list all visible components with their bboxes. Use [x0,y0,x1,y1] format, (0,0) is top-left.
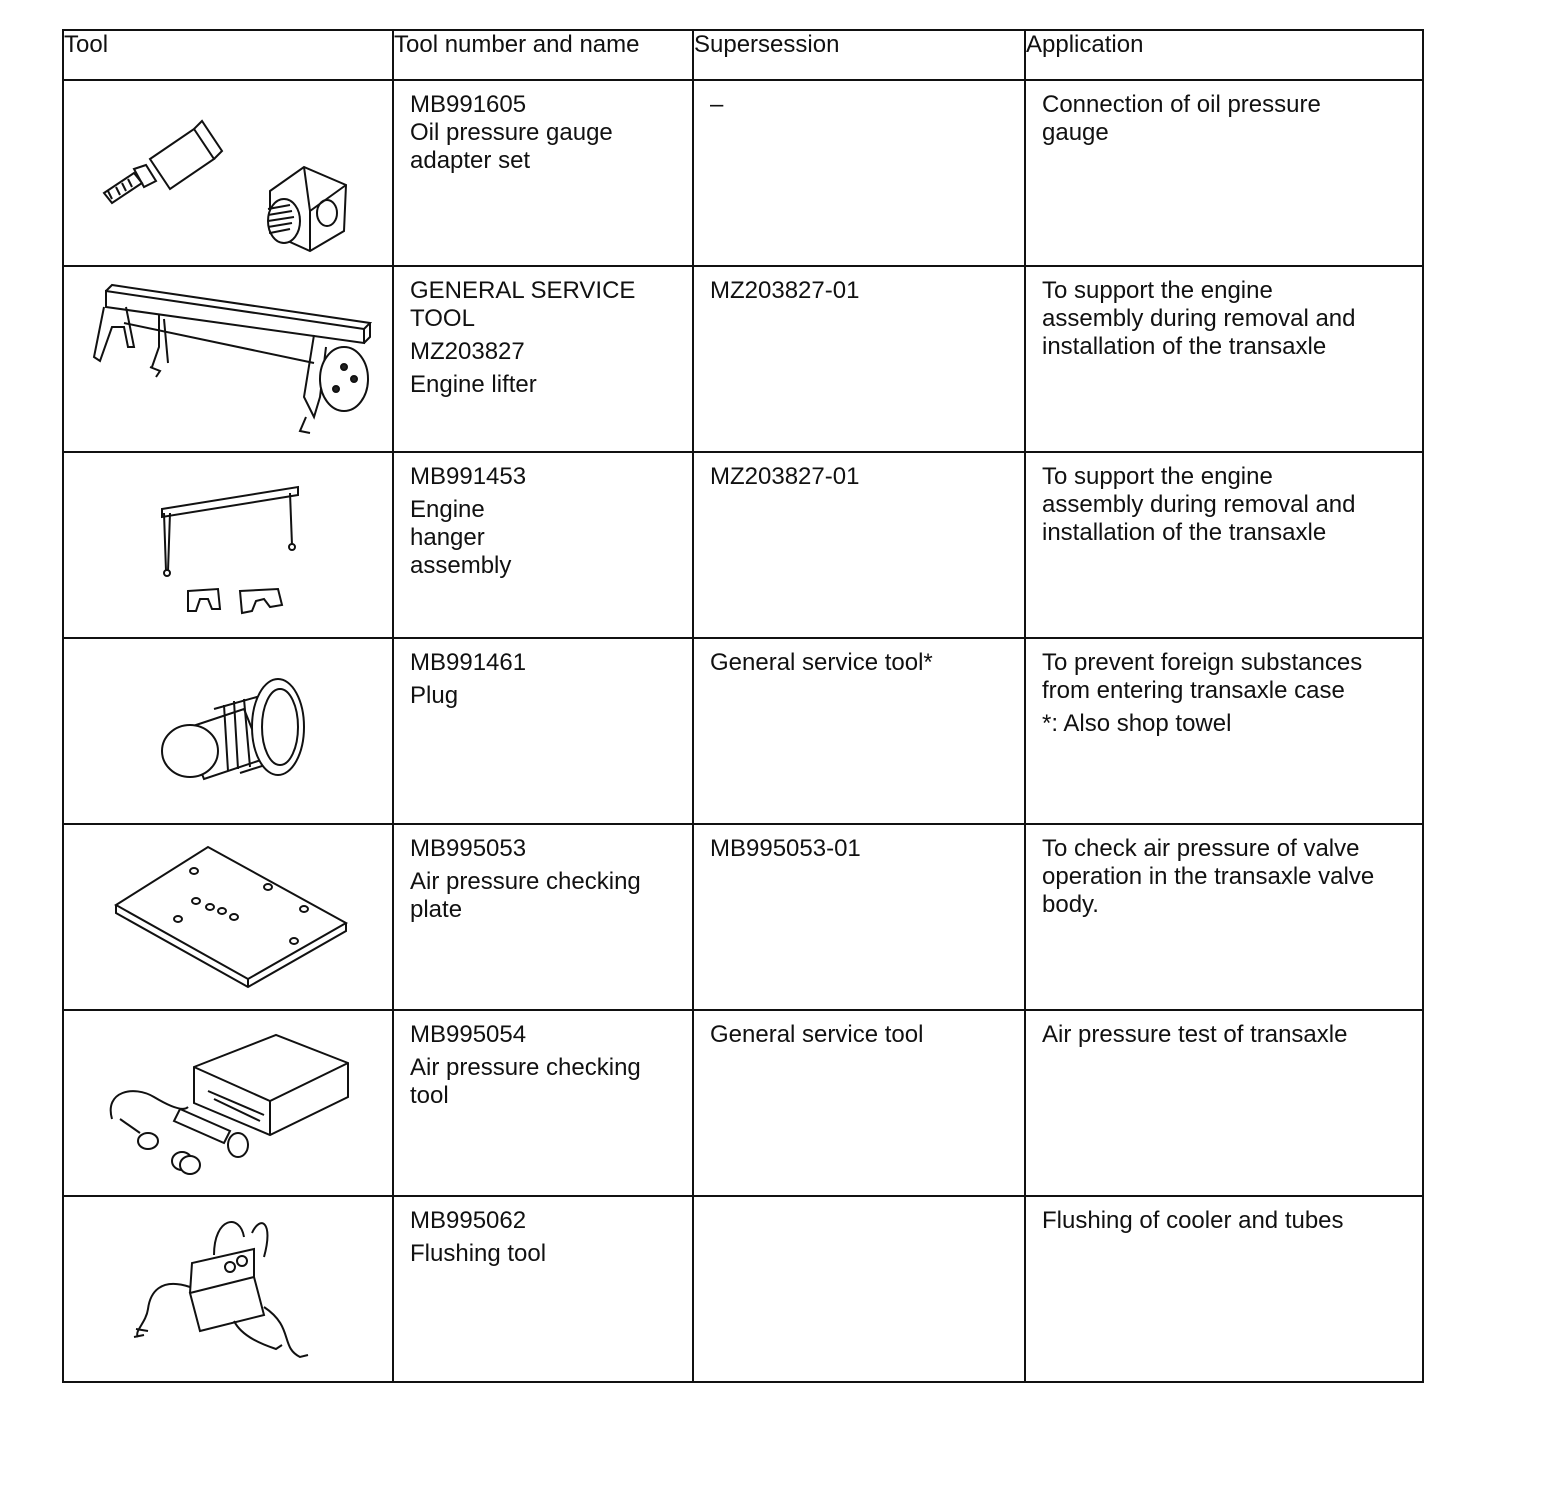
application-line: Flushing of cooler and tubes [1042,1207,1344,1234]
application-text [1026,1011,1422,1049]
tool-number-name [394,1011,692,1110]
table-row [63,452,1423,638]
application-line: gauge [1042,119,1109,146]
tool-name-line: tool [410,1082,449,1109]
header-tool: Tool [63,30,393,80]
supersession-value [694,1197,1024,1207]
tool-image-cell [63,824,393,1010]
tool-image-cell [63,80,393,266]
tool-name-line: Plug [410,682,459,709]
application-line: assembly during removal and [1042,491,1356,518]
engine-hanger-illustration [64,453,392,637]
tool-number: MB991461 [410,649,527,676]
tool-name-line: Air pressure checking [410,868,641,895]
special-tools-table [62,29,1424,1383]
tool-name-line: hanger [410,524,485,551]
application-line: assembly during removal and [1042,305,1356,332]
tool-number: MB991605 [410,91,527,118]
application-line: from entering transaxle case [1042,677,1345,704]
tool-image-cell [63,452,393,638]
application-line: installation of the transaxle [1042,333,1327,360]
table-row [63,1196,1423,1382]
supersession-value: MZ203827-01 [710,463,860,490]
tool-number: MB995053 [410,835,527,862]
application-line: operation in the transaxle valve [1042,863,1375,890]
tool-name-line: Air pressure checking [410,1054,641,1081]
tool-name-line: Oil pressure gauge [410,119,613,146]
tool-name-line: adapter set [410,147,531,174]
tool-number-name [394,81,692,175]
checking-plate-illustration [64,825,392,1009]
tool-name-line: Engine [410,496,485,523]
application-line: Connection of oil pressure [1042,91,1321,118]
header-supersession: Supersession [693,30,1025,80]
header-tool-number-name: Tool number and name [393,30,693,80]
table-row [63,80,1423,266]
tool-name-line: Flushing tool [410,1240,547,1267]
header-application: Application [1025,30,1423,80]
application-text [1026,639,1422,738]
tool-number: GENERAL SERVICE [410,277,636,304]
tool-number: MZ203827 [410,338,525,365]
application-line: To prevent foreign substances [1042,649,1363,676]
tool-number-name [394,639,692,710]
flushing-tool-illustration [64,1197,392,1381]
table-row [63,266,1423,452]
tool-number: TOOL [410,305,475,332]
application-text [1026,453,1422,547]
application-line: To support the engine [1042,277,1273,304]
tool-image-cell [63,638,393,824]
tool-number: MB995054 [410,1021,527,1048]
tool-number: MB995062 [410,1207,527,1234]
table-row [63,638,1423,824]
tool-number: MB991453 [410,463,527,490]
tool-name-line: plate [410,896,463,923]
supersession-value: General service tool [710,1021,924,1048]
application-line: installation of the transaxle [1042,519,1327,546]
application-line: Air pressure test of transaxle [1042,1021,1348,1048]
application-note: *: Also shop towel [1042,710,1232,737]
application-line: To support the engine [1042,463,1273,490]
table-row [63,824,1423,1010]
tool-name-line: assembly [410,552,512,579]
oil-pressure-adapter-illustration [64,81,392,265]
table-row [63,1010,1423,1196]
tool-image-cell [63,266,393,452]
table-header-row [63,30,1423,80]
tool-image-cell [63,1196,393,1382]
supersession-value: General service tool* [710,649,933,676]
tool-name-line: Engine lifter [410,371,537,398]
application-text [1026,267,1422,361]
tool-number-name [394,825,692,924]
plug-illustration [64,639,392,823]
supersession-value: MB995053-01 [710,835,861,862]
tool-number-name [394,267,692,399]
application-text [1026,1197,1422,1235]
supersession-value: MZ203827-01 [710,277,860,304]
application-line: To check air pressure of valve [1042,835,1360,862]
application-line: body. [1042,891,1099,918]
supersession-value: – [710,91,724,118]
tool-number-name [394,453,692,580]
tool-image-cell [63,1010,393,1196]
engine-lifter-illustration [64,267,392,451]
tool-number-name [394,1197,692,1268]
application-text [1026,81,1422,147]
checking-tool-illustration [64,1011,392,1195]
application-text [1026,825,1422,919]
